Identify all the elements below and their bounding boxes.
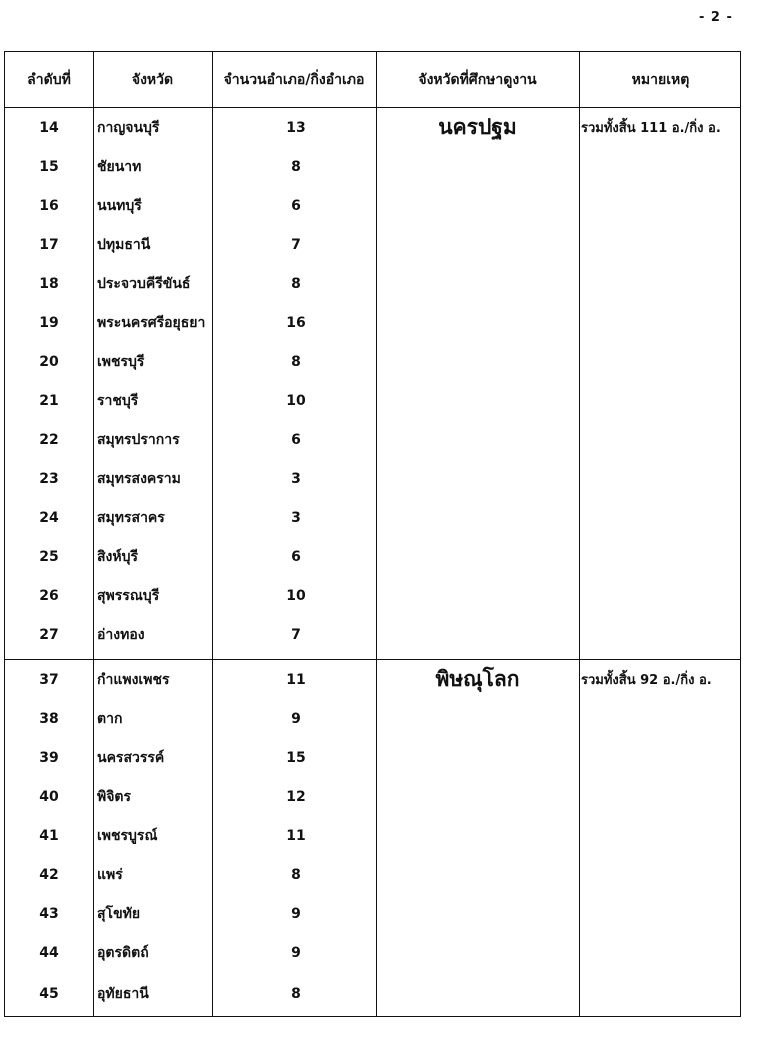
row-no: 21 <box>39 392 59 409</box>
table-row <box>5 894 740 933</box>
row-no: 42 <box>39 866 59 883</box>
row-count: 7 <box>291 626 301 643</box>
row-no: 19 <box>39 314 59 331</box>
row-province: สมุทรสาคร <box>97 509 165 526</box>
row-no: 24 <box>39 509 59 526</box>
table-row <box>5 459 740 498</box>
table-row <box>5 855 740 894</box>
row-count: 8 <box>291 158 301 175</box>
row-no: 17 <box>39 236 59 253</box>
row-no: 16 <box>39 197 59 214</box>
group-remark: รวมทั้งสิ้น 92 อ./กิ่ง อ. <box>581 673 712 688</box>
row-province: อ่างทอง <box>97 626 145 643</box>
group-remark: รวมทั้งสิ้น 111 อ./กิ่ง อ. <box>581 121 721 136</box>
table-row <box>5 699 740 738</box>
table-row <box>5 147 740 186</box>
table-row <box>5 537 740 576</box>
row-province: กาญจนบุรี <box>97 119 160 136</box>
row-province: ปทุมธานี <box>97 236 151 253</box>
row-count: 15 <box>286 749 306 766</box>
row-province: แพร่ <box>97 866 123 883</box>
row-count: 7 <box>291 236 301 253</box>
row-province: เพชรบูรณ์ <box>97 827 158 844</box>
row-count: 10 <box>286 587 306 604</box>
row-no: 20 <box>39 353 59 370</box>
row-no: 43 <box>39 905 59 922</box>
row-no: 27 <box>39 626 59 643</box>
group-study-province: นครปฐม <box>438 115 517 139</box>
row-count: 8 <box>291 985 301 1002</box>
table-row <box>5 738 740 777</box>
row-province: สมุทรสงคราม <box>97 470 181 487</box>
row-province: อุตรดิตถ์ <box>97 944 149 961</box>
row-no: 25 <box>39 548 59 565</box>
row-count: 3 <box>291 509 301 526</box>
row-count: 11 <box>286 827 306 844</box>
row-province: อุทัยธานี <box>97 985 149 1002</box>
header-province: จังหวัด <box>131 71 174 88</box>
table-row <box>5 186 740 225</box>
row-no: 18 <box>39 275 59 292</box>
header-study-province: จังหวัดที่ศึกษาดูงาน <box>418 71 537 88</box>
table-row <box>5 777 740 816</box>
row-province: สมุทรปราการ <box>97 431 180 448</box>
province-table <box>4 51 741 1017</box>
row-no: 22 <box>39 431 59 448</box>
row-count: 12 <box>286 788 306 805</box>
row-count: 9 <box>291 944 301 961</box>
table-row <box>5 303 740 342</box>
row-count: 8 <box>291 275 301 292</box>
row-province: สุพรรณบุรี <box>97 587 160 604</box>
row-province: นนทบุรี <box>97 197 142 214</box>
row-province: พระนครศรีอยุธยา <box>97 314 206 331</box>
row-no: 23 <box>39 470 59 487</box>
row-count: 9 <box>291 905 301 922</box>
table-row <box>5 381 740 420</box>
header-count: จำนวนอำเภอ/กิ่งอำเภอ <box>223 71 365 88</box>
row-no: 39 <box>39 749 59 766</box>
table-row <box>5 420 740 459</box>
header-remark: หมายเหตุ <box>631 71 690 88</box>
row-count: 3 <box>291 470 301 487</box>
table-row <box>5 816 740 855</box>
header-no: ลำดับที่ <box>27 71 71 88</box>
table-row <box>5 225 740 264</box>
table-row <box>5 498 740 537</box>
row-count: 13 <box>286 119 306 136</box>
row-province: ตาก <box>97 710 123 727</box>
group-study-province: พิษณุโลก <box>435 667 520 691</box>
row-province: สุโขทัย <box>97 905 141 922</box>
table-row <box>5 342 740 381</box>
row-province: ประจวบคีรีขันธ์ <box>97 275 191 292</box>
row-no: 37 <box>39 671 59 688</box>
row-count: 11 <box>286 671 306 688</box>
row-province: ราชบุรี <box>97 392 139 409</box>
row-no: 40 <box>39 788 59 805</box>
row-no: 15 <box>39 158 59 175</box>
table-row <box>5 660 740 699</box>
row-count: 9 <box>291 710 301 727</box>
table-row <box>5 576 740 615</box>
row-no: 41 <box>39 827 59 844</box>
row-count: 10 <box>286 392 306 409</box>
table-row <box>5 108 740 147</box>
row-province: เพชรบุรี <box>97 353 145 370</box>
row-no: 26 <box>39 587 59 604</box>
row-no: 38 <box>39 710 59 727</box>
row-count: 8 <box>291 353 301 370</box>
row-province: พิจิตร <box>97 788 132 805</box>
row-province: กำแพงเพชร <box>97 671 170 688</box>
table-row <box>5 933 740 972</box>
table-row <box>5 615 740 654</box>
table-row <box>5 264 740 303</box>
row-count: 6 <box>291 548 301 565</box>
row-count: 8 <box>291 866 301 883</box>
row-province: ชัยนาท <box>97 158 142 175</box>
row-count: 6 <box>291 197 301 214</box>
row-no: 14 <box>39 119 59 136</box>
row-no: 45 <box>39 985 59 1002</box>
row-no: 44 <box>39 944 59 961</box>
row-count: 6 <box>291 431 301 448</box>
page-number: - 2 - <box>699 10 733 25</box>
row-province: สิงห์บุรี <box>97 548 139 565</box>
row-count: 16 <box>286 314 306 331</box>
table-row <box>5 974 740 1013</box>
row-province: นครสวรรค์ <box>97 749 165 766</box>
